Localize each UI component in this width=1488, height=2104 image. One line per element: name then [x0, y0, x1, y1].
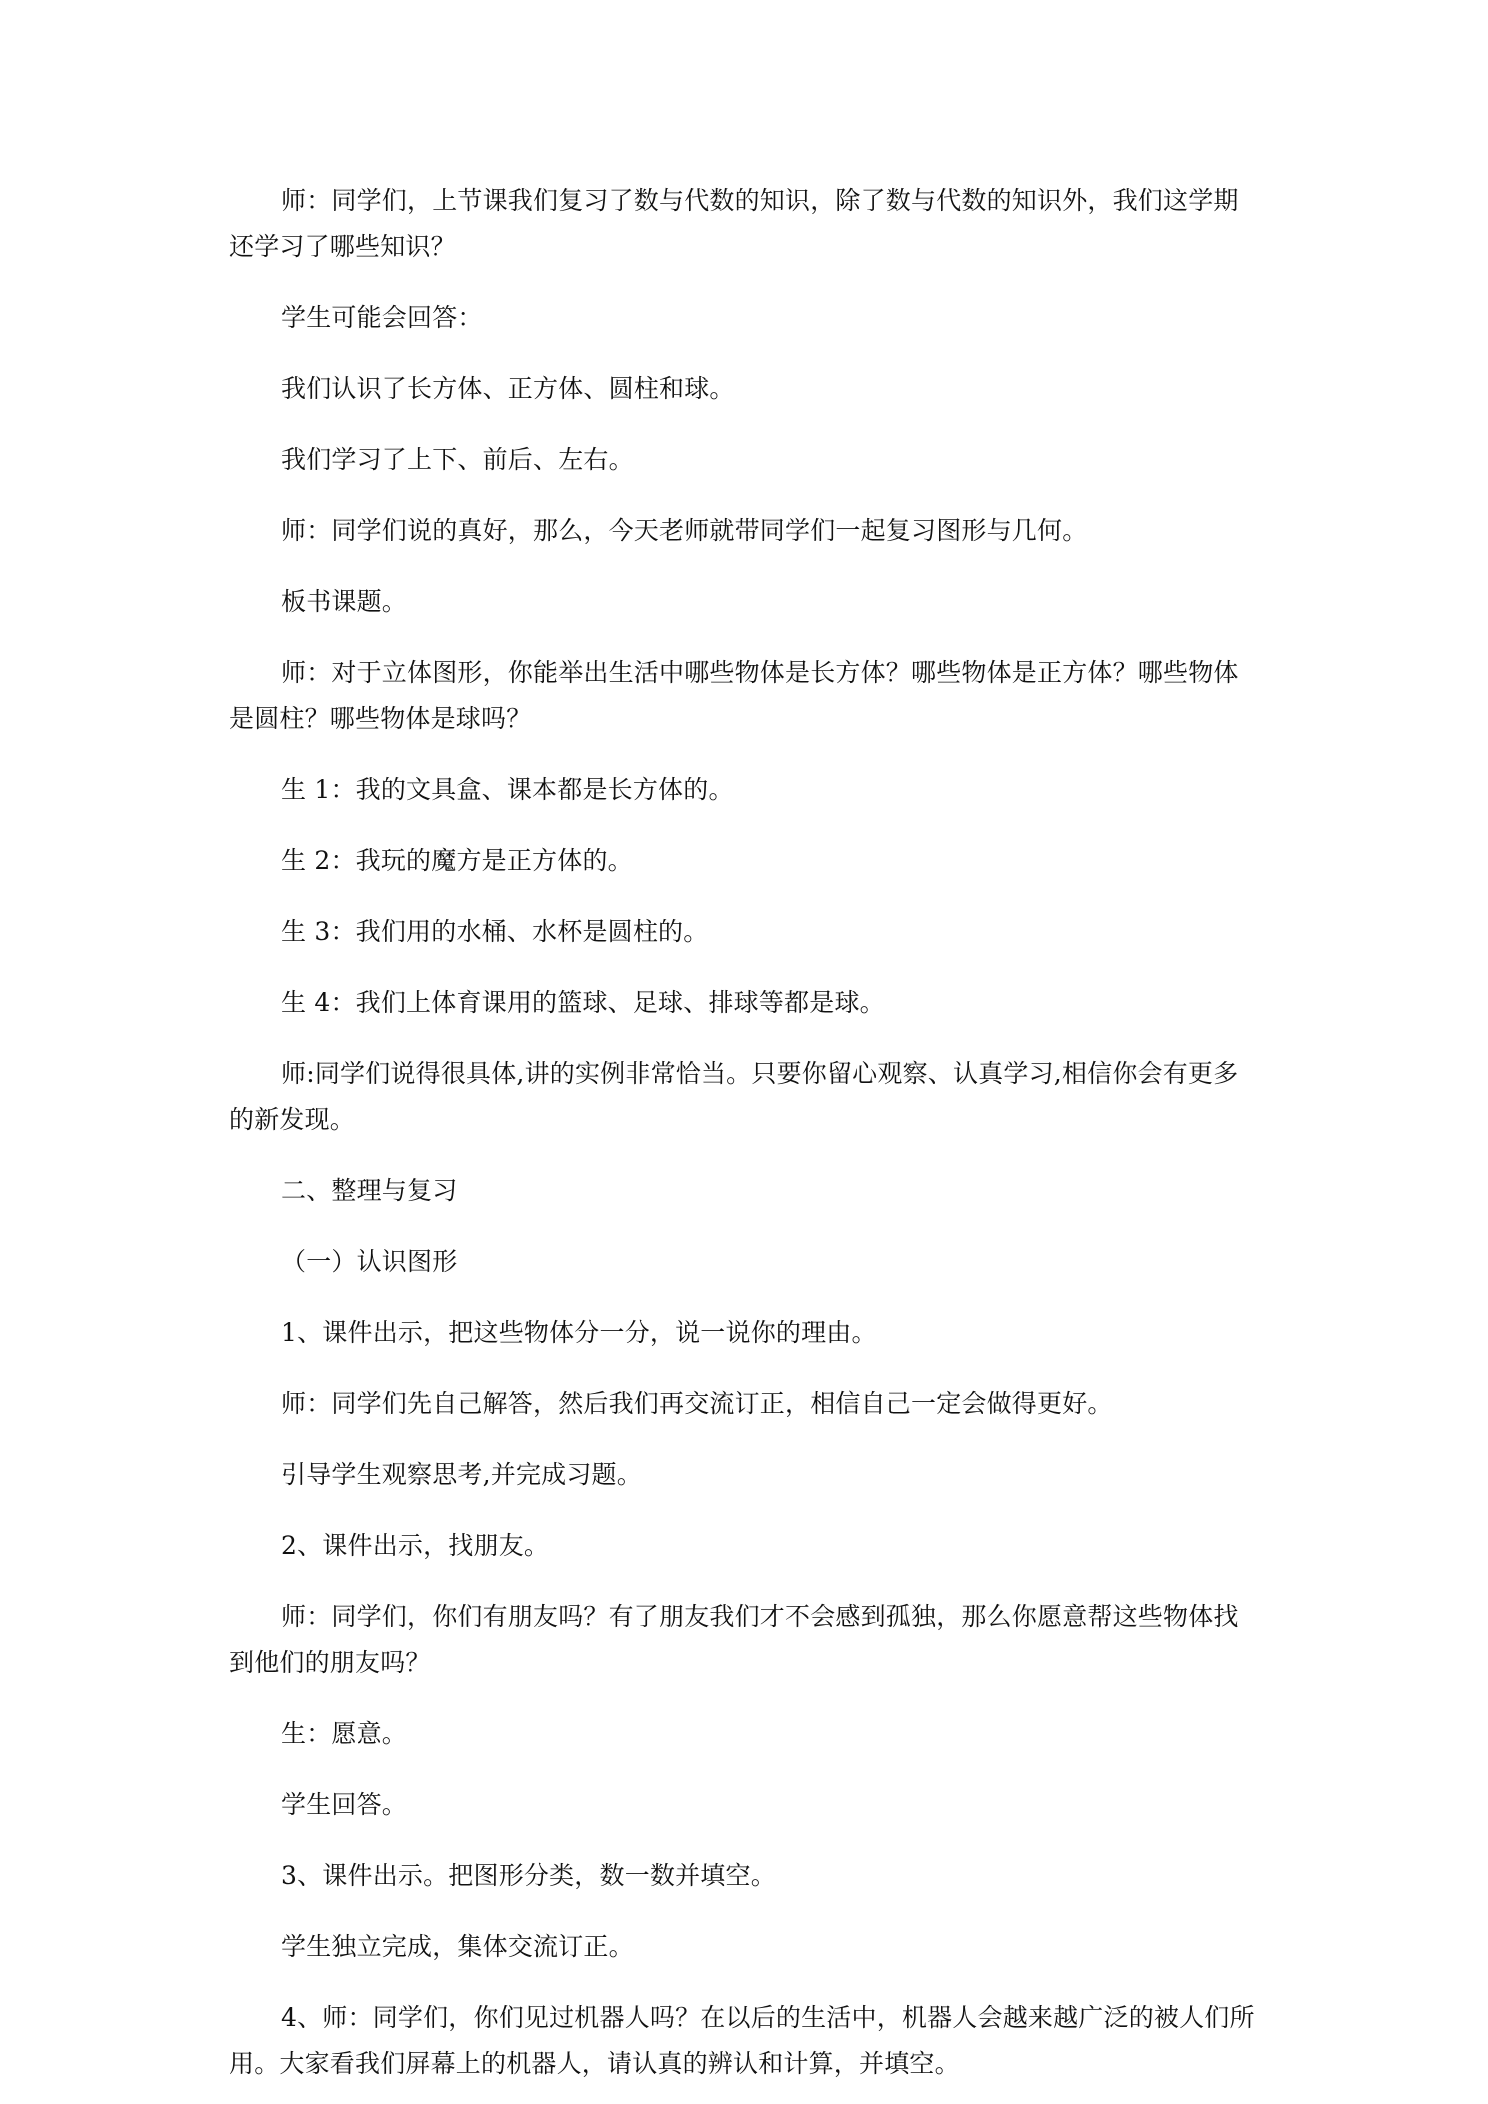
paragraph-16: 师：同学们先自己解答，然后我们再交流订正，相信自己一定会做得更好。	[281, 1389, 1113, 1418]
paragraph-15: 1、课件出示，把这些物体分一分，说一说你的理由。	[281, 1318, 877, 1347]
paragraph-6: 板书课题。	[281, 587, 408, 616]
subsection-heading: （一）认识图形	[281, 1247, 458, 1276]
paragraph-5: 师：同学们说的真好，那么，今天老师就带同学们一起复习图形与几何。	[281, 516, 1088, 545]
paragraph-2: 学生可能会回答：	[281, 303, 483, 332]
paragraph-10: 生 3：我们用的水桶、水杯是圆柱的。	[281, 917, 709, 946]
paragraph-18: 2、课件出示，找朋友。	[281, 1531, 550, 1560]
paragraph-17: 引导学生观察思考,并完成习题。	[281, 1460, 642, 1489]
section-heading: 二、整理与复习	[281, 1176, 458, 1205]
paragraph-12: 师:同学们说得很具体,讲的实例非常恰当。只要你留心观察、认真学习,相信你会有更多的新发现。	[229, 1059, 1239, 1134]
paragraph-20: 生：愿意。	[281, 1719, 408, 1748]
document-body	[229, 178, 1260, 2087]
paragraph-4: 我们学习了上下、前后、左右。	[281, 445, 634, 474]
paragraph-22: 3、课件出示。把图形分类，数一数并填空。	[281, 1861, 776, 1890]
paragraph-7: 师：对于立体图形，你能举出生活中哪些物体是长方体？哪些物体是正方体？哪些物体是圆柱？哪些物体是球吗？	[229, 658, 1239, 733]
paragraph-8: 生 1：我的文具盒、课本都是长方体的。	[281, 775, 734, 804]
paragraph-1: 师：同学们，上节课我们复习了数与代数的知识，除了数与代数的知识外，我们这学期还学习了哪些知识？	[229, 186, 1239, 261]
paragraph-19: 师：同学们，你们有朋友吗？有了朋友我们才不会感到孤独，那么你愿意帮这些物体找到他们的朋友吗？	[229, 1602, 1239, 1677]
paragraph-21: 学生回答。	[281, 1790, 408, 1819]
paragraph-24: 4、师：同学们，你们见过机器人吗？在以后的生活中，机器人会越来越广泛的被人们所用。大家看我们屏幕上的机器人，请认真的辨认和计算，并填空。	[229, 2003, 1255, 2078]
paragraph-3: 我们认识了长方体、正方体、圆柱和球。	[281, 374, 735, 403]
paragraph-11: 生 4：我们上体育课用的篮球、足球、排球等都是球。	[281, 988, 885, 1017]
paragraph-9: 生 2：我玩的魔方是正方体的。	[281, 846, 633, 875]
paragraph-23: 学生独立完成，集体交流订正。	[281, 1932, 634, 1961]
